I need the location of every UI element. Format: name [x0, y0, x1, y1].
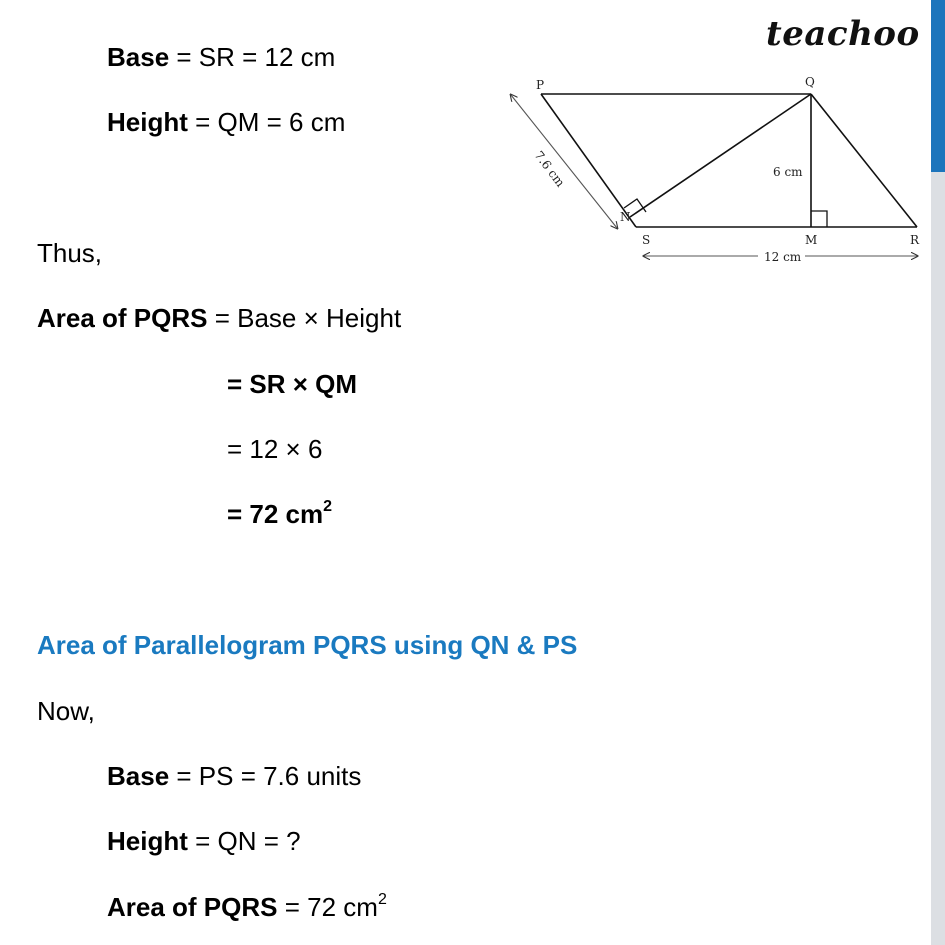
result-exponent: 2 [323, 498, 333, 516]
point-s: S [642, 233, 651, 247]
dimension-side [511, 95, 617, 228]
area-value-2: = 72 cm [277, 892, 378, 922]
step-result [227, 498, 332, 530]
height-value: = QM = 6 cm [187, 107, 346, 137]
segment-qn [630, 94, 811, 217]
base-label: Base [107, 42, 170, 72]
height-line-1 [107, 106, 345, 138]
step-sr-qm: = SR × QM [227, 369, 358, 399]
height-line-2 [107, 825, 301, 857]
base-line-1 [107, 41, 335, 73]
now-line: Now, [37, 696, 95, 726]
step-12-6: = 12 × 6 [227, 434, 323, 464]
point-r: R [910, 233, 920, 247]
area-label: Area of PQRS [37, 303, 208, 333]
base-label-2: Base [107, 761, 170, 791]
base-value: = SR = 12 cm [169, 42, 336, 72]
area-formula: = Base × Height [207, 303, 402, 333]
label-base-12cm: 12 cm [764, 250, 802, 264]
right-angle-m [811, 211, 827, 227]
point-n: N [620, 210, 631, 224]
height-label-2: Height [107, 826, 188, 856]
label-side-7-6cm: 7.6 cm [531, 148, 568, 190]
point-p: P [536, 78, 545, 92]
height-value-2: = QN = ? [187, 826, 301, 856]
area-label-2: Area of PQRS [107, 892, 278, 922]
point-m: M [805, 233, 818, 247]
side-ps [541, 94, 636, 227]
section-heading: Area of Parallelogram PQRS using QN & PS [37, 630, 578, 660]
teachoo-logo: teachoo [766, 14, 920, 54]
area-line-1 [37, 302, 401, 334]
thus-line: Thus, [37, 238, 103, 268]
result-value: = 72 cm [227, 499, 324, 529]
area-line-2 [107, 891, 387, 923]
base-line-2 [107, 760, 361, 792]
base-value-2: = PS = 7.6 units [169, 761, 362, 791]
sidebar-track [931, 172, 945, 945]
sidebar-accent [931, 0, 945, 172]
side-qr [811, 94, 917, 227]
height-label: Height [107, 107, 188, 137]
parallelogram-diagram [500, 70, 930, 270]
label-height-6cm: 6 cm [773, 165, 803, 179]
area-exponent-2: 2 [377, 891, 387, 909]
point-q: Q [805, 75, 815, 89]
